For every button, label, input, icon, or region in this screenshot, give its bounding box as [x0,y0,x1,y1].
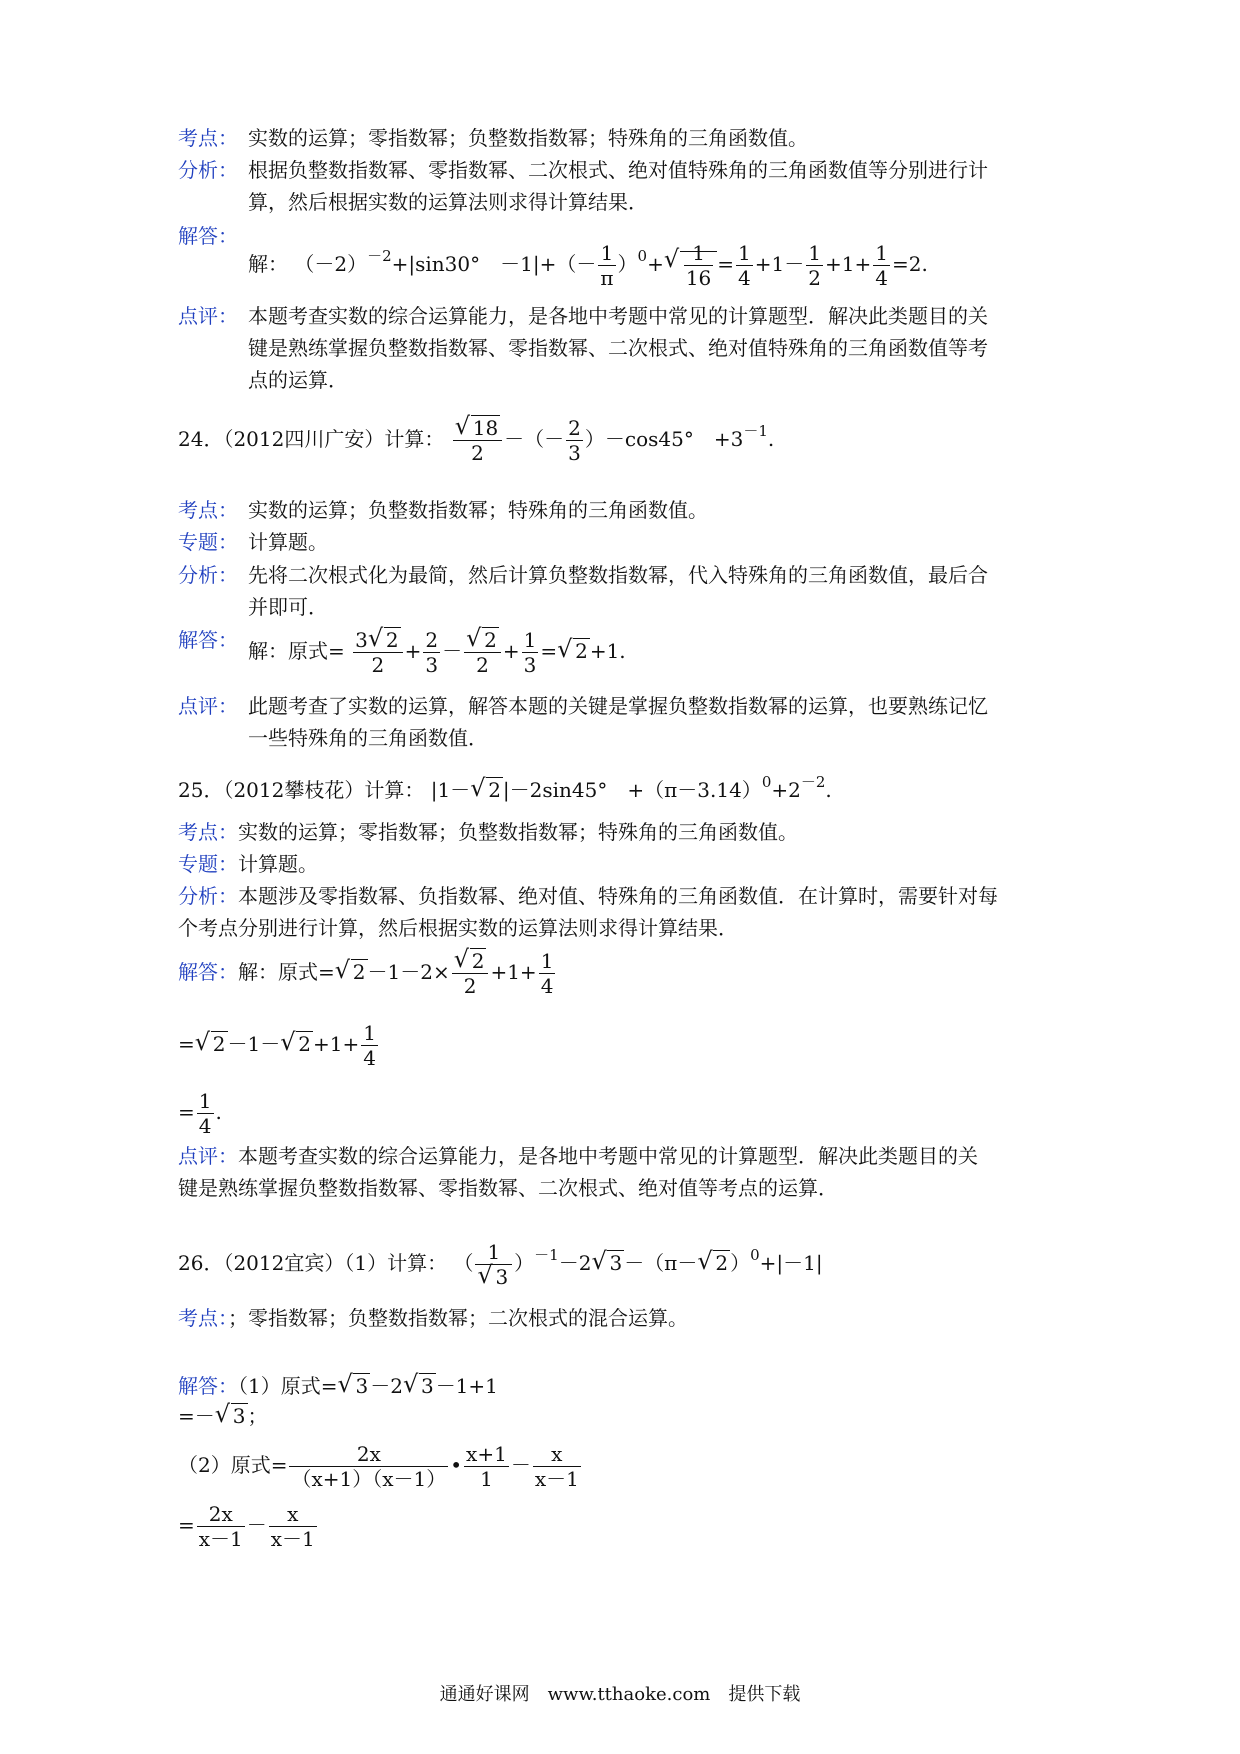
math-expression: √ 2 －1－2× √ 2 2 +1+ $\frac{1}{4}$ [334,945,554,998]
q24-jieda-label: 解答： [178,628,238,652]
s23-fenxi-line1: 根据负整数指数幂、零指数幂、二次根式、绝对值特殊角的三角函数值等分别进行计 [248,158,988,182]
s23-solution-formula [248,236,928,290]
s23-fenxi-line2: 算，然后根据实数的运算法则求得计算结果． [248,190,648,214]
q25-pingjia-line2: 键是熟练掌握负整数指数幂、零指数幂、二次根式、绝对值等考点的运算． [178,1176,838,1200]
s23-jieda-label: 解答： [178,224,238,248]
q24-zhuanti-text: 计算题。 [248,530,328,554]
q25-kaodian: 考点：实数的运算；零指数幂；负整数指数幂；特殊角的三角函数值。 [178,820,798,844]
q24-fenxi-line2: 并即可． [248,595,328,619]
math-expression: |1－ √ 2 |－2sin45° $+(\pi-3.14)^0+2^{-2}$. [430,773,832,802]
s23-pingjia-line3: 点的运算． [248,368,348,392]
q24-kaodian-label: 考点： [178,498,238,522]
q24-fenxi-line1: 先将二次根式化为最简，然后计算负整数指数幂，代入特殊角的三角函数值，最后合 [248,563,988,587]
q25-fenxi-line2: 个考点分别进行计算，然后根据实数的运算法则求得计算结果． [178,916,738,940]
math-expression: （ 1 √ 3 ）$^{-1}$－2 √ 3 －（π－ √ 2 ）$^0$+|－1| [453,1240,823,1289]
q25-solution-line2: = √ 2 －1－ √ 2 +1+ $\frac{1}{4}$ [178,1021,376,1070]
math-expression: √ 18 2 －（－ $\frac{2}{3}$ ）－cos45° $+3^{-1}$. [454,412,775,465]
page-footer: 通通好课网 www.tthaoke.com 提供下载 [439,1684,801,1705]
q26-solution-line4: = $\frac{2x}{x-1}$ － $\frac{x}{x-1}$ [178,1502,315,1551]
s23-pingjia-line1: 本题考查实数的综合运算能力，是各地中考题中常见的计算题型．解决此类题目的关 [248,304,988,328]
q24-pingjia-line2: 一些特殊角的三角函数值． [248,726,488,750]
q25-fenxi-line1: 分析：本题涉及零指数幂、负指数幂、绝对值、特殊角的三角函数值．在计算时，需要针对每 [178,884,998,908]
q24-solution-formula: 解：原式= 3 √ 2 2 + $\frac{2}{3}$ － √ 2 2 + $\frac{1}{3}$ = √ 2 +1. [248,624,626,677]
solution-prefix: 解： [248,252,288,276]
q25-solution-line3: = $\frac{1}{4}$ . [178,1089,222,1138]
math-expression: $\frac{2x}{(x+1)(x-1)}$ • $\frac{x+1}{1}$ － $\frac{x}{x-1}$ [291,1442,579,1491]
q26-solution-line1: 解答：（1）原式= √ 3 －2 √ 3 －1+1 [178,1370,498,1398]
kaodian-label: 考点： [178,126,238,150]
q26-stem: 26．（2012宜宾）（1）计算： （ 1 √ 3 ）$^{-1}$－2 √ 3 －（π－ √ 2 ）$^0$+|－1| [178,1240,823,1289]
math-expression: $(-2)^{-2}+|\sin 30^\circ$ －1|+（－ $\frac{1}{\pi}$ ）$^0$+ √ $\frac{1}{16}$ = $\frac{1}{4}$ +1－ $\frac{1}{2}$ +1+ $\frac{1}{4}$ =2. [294,241,928,290]
s23-fenxi-label: 分析： [178,158,238,182]
s23-pingjia-label: 点评： [178,304,238,328]
q24-pingjia-line1: 此题考查了实数的运算，解答本题的关键是掌握负整数指数幂的运算，也要熟练记忆 [248,694,988,718]
q24-pingjia-label: 点评： [178,694,238,718]
q24-kaodian-text: 实数的运算；负整数指数幂；特殊角的三角函数值。 [248,498,708,522]
s23-kaodian-text: 实数的运算；零指数幂；负整数指数幂；特殊角的三角函数值。 [248,126,808,150]
s23-kaodian-row [178,124,238,152]
q26-solution-line3: （2）原式= $\frac{2x}{(x+1)(x-1)}$ • $\frac{x+1}{1}$ － $\frac{x}{x-1}$ [178,1440,583,1491]
s23-pingjia-line2: 键是熟练掌握负整数指数幂、零指数幂、二次根式、绝对值特殊角的三角函数值等考 [248,336,988,360]
q25-stem: 25．（2012攀枝花）计算： |1－ √ 2 |－2sin45° $+(\pi-3.14)^0+2^{-2}$. [178,773,832,802]
q25-zhuanti: 专题：计算题。 [178,852,318,876]
q26-solution-line2: =－ √ 3 ； [178,1400,268,1428]
q24-stem: 24．（2012四川广安）计算： √ 18 2 －（－ $\frac{2}{3}$ ）－cos45° $+3^{-1}$. [178,412,775,465]
q25-solution-line1: 解答：解：原式= √ 2 －1－2× √ 2 2 +1+ $\frac{1}{4}$ [178,948,557,998]
q25-pingjia-line1: 点评：本题考查实数的综合运算能力，是各地中考题中常见的计算题型．解决此类题目的关 [178,1144,978,1168]
q24-fenxi-label: 分析： [178,563,238,587]
math-expression: 3 √ 2 2 + $\frac{2}{3}$ － √ 2 2 + $\frac{1}{3}$ = √ 2 +1. [355,624,626,677]
q26-kaodian: 考点：；零指数幂；负整数指数幂；二次根式的混合运算。 [178,1306,688,1330]
q24-zhuanti-label: 专题： [178,530,238,554]
